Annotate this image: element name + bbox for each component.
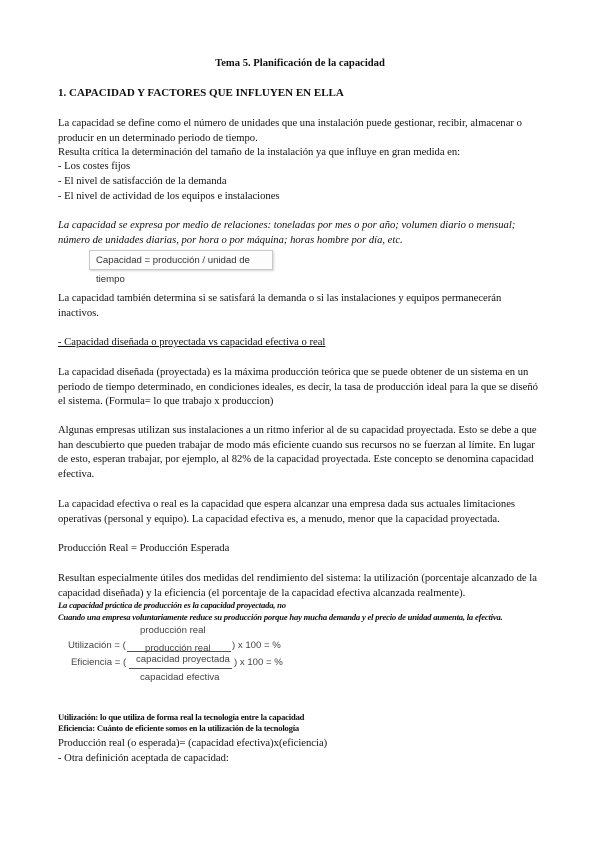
utilization-tail: ) x 100 = % [232, 640, 281, 651]
list-item: - Los costes fijos [58, 161, 131, 172]
efficiency-tail: ) x 100 = % [234, 657, 283, 668]
paragraph-demand: La capacidad también determina si se satisfará la demanda o si las instalaciones y equipos permanecerán inactivos. [58, 293, 502, 319]
capacity-formula-box: Capacidad = producción / unidad de tiempo [89, 250, 273, 270]
paragraph-performance-measures: Resultan especialmente útiles dos medidas del rendimiento del sistema: la utilización (porcentaje alcanzado de la capacidad diseñada) y la eficiencia (el porcentaje de la capacidad efectiva alcanzada realmente). [58, 573, 537, 599]
handwritten-note: Utilización: lo que utiliza de forma real la tecnología entre la capacidad [58, 712, 305, 722]
handwritten-note: Cuando una empresa voluntariamente reduce su producción porque hay mucha demanda y el precio de unidad aumenta, la efectiva. [58, 612, 503, 622]
utilization-label: Utilización = ( [68, 640, 126, 651]
utilization-denominator: capacidad proyectada [136, 654, 230, 665]
paragraph-designed-capacity: La capacidad diseñada (proyectada) es la máxima producción teórica que se puede obtener de un sistema en un periodo de tiempo determinado, en condiciones ideales, es decir, la tasa de producción ideal para la que se diseñó el sistema. (Formula= lo que trabajo x produccion) [58, 367, 538, 408]
real-production-equation: Producción Real = Producción Esperada [58, 543, 230, 554]
section-heading: 1. CAPACIDAD Y FACTORES QUE INFLUYEN EN ELLA [58, 87, 344, 99]
subheading-capacity-types: - Capacidad diseñada o proyectada vs capacidad efectiva o real [58, 337, 326, 348]
paragraph-effective-capacity: La capacidad efectiva o real es la capacidad que espera alcanzar una empresa dada sus actuales limitaciones operativas (personal y equipo). La capacidad efectiva es, a menudo, menor que la capacidad proyectada. [58, 499, 516, 525]
other-definition: - Otra definición aceptada de capacidad: [58, 753, 229, 764]
handwritten-note: Eficiencia: Cuánto de eficiente somos en la utilización de la tecnología [58, 723, 299, 733]
list-item: - El nivel de actividad de los equipos e instalaciones [58, 191, 280, 202]
utilization-numerator: producción real [140, 625, 206, 636]
efficiency-numerator: producción real [145, 643, 211, 654]
paragraph-definition: La capacidad se define como el número de unidades que una instalación puede gestionar, recibir, almacenar o producir en un determinado periodo de tiempo. [58, 118, 522, 144]
efficiency-label: Eficiencia = ( [71, 657, 127, 668]
real-production-formula: Producción real (o esperada)= (capacidad efectiva)x(eficiencia) [58, 738, 328, 749]
list-item: - El nivel de satisfacción de la demanda [58, 176, 227, 187]
efficiency-denominator: capacidad efectiva [140, 672, 220, 683]
efficiency-fraction-line [129, 668, 232, 669]
handwritten-note: La capacidad práctica de producción es la capacidad proyectada, no [58, 600, 286, 610]
page-title: Tema 5. Planificación de la capacidad [215, 58, 385, 69]
paragraph-critical: Resulta crítica la determinación del tamaño de la instalación ya que influye en gran medida en: [58, 147, 461, 158]
paragraph-effective-usage: Algunas empresas utilizan sus instalaciones a un ritmo inferior al de su capacidad proyectada. Esto se debe a que han descubierto que pueden trabajar de modo más eficiente cuando sus recursos no se fuerzan al límite. En lugar de esto, esperan trabajar, por ejemplo, al 82% de la capacidad proyectada. Este concepto se denomina capacidad efectiva. [58, 425, 537, 480]
italic-note: La capacidad se expresa por medio de relaciones: toneladas por mes o por año; volumen diario o mensual; número de unidades diarias, por hora o por máquina; horas hombre por día, etc. [58, 220, 516, 246]
